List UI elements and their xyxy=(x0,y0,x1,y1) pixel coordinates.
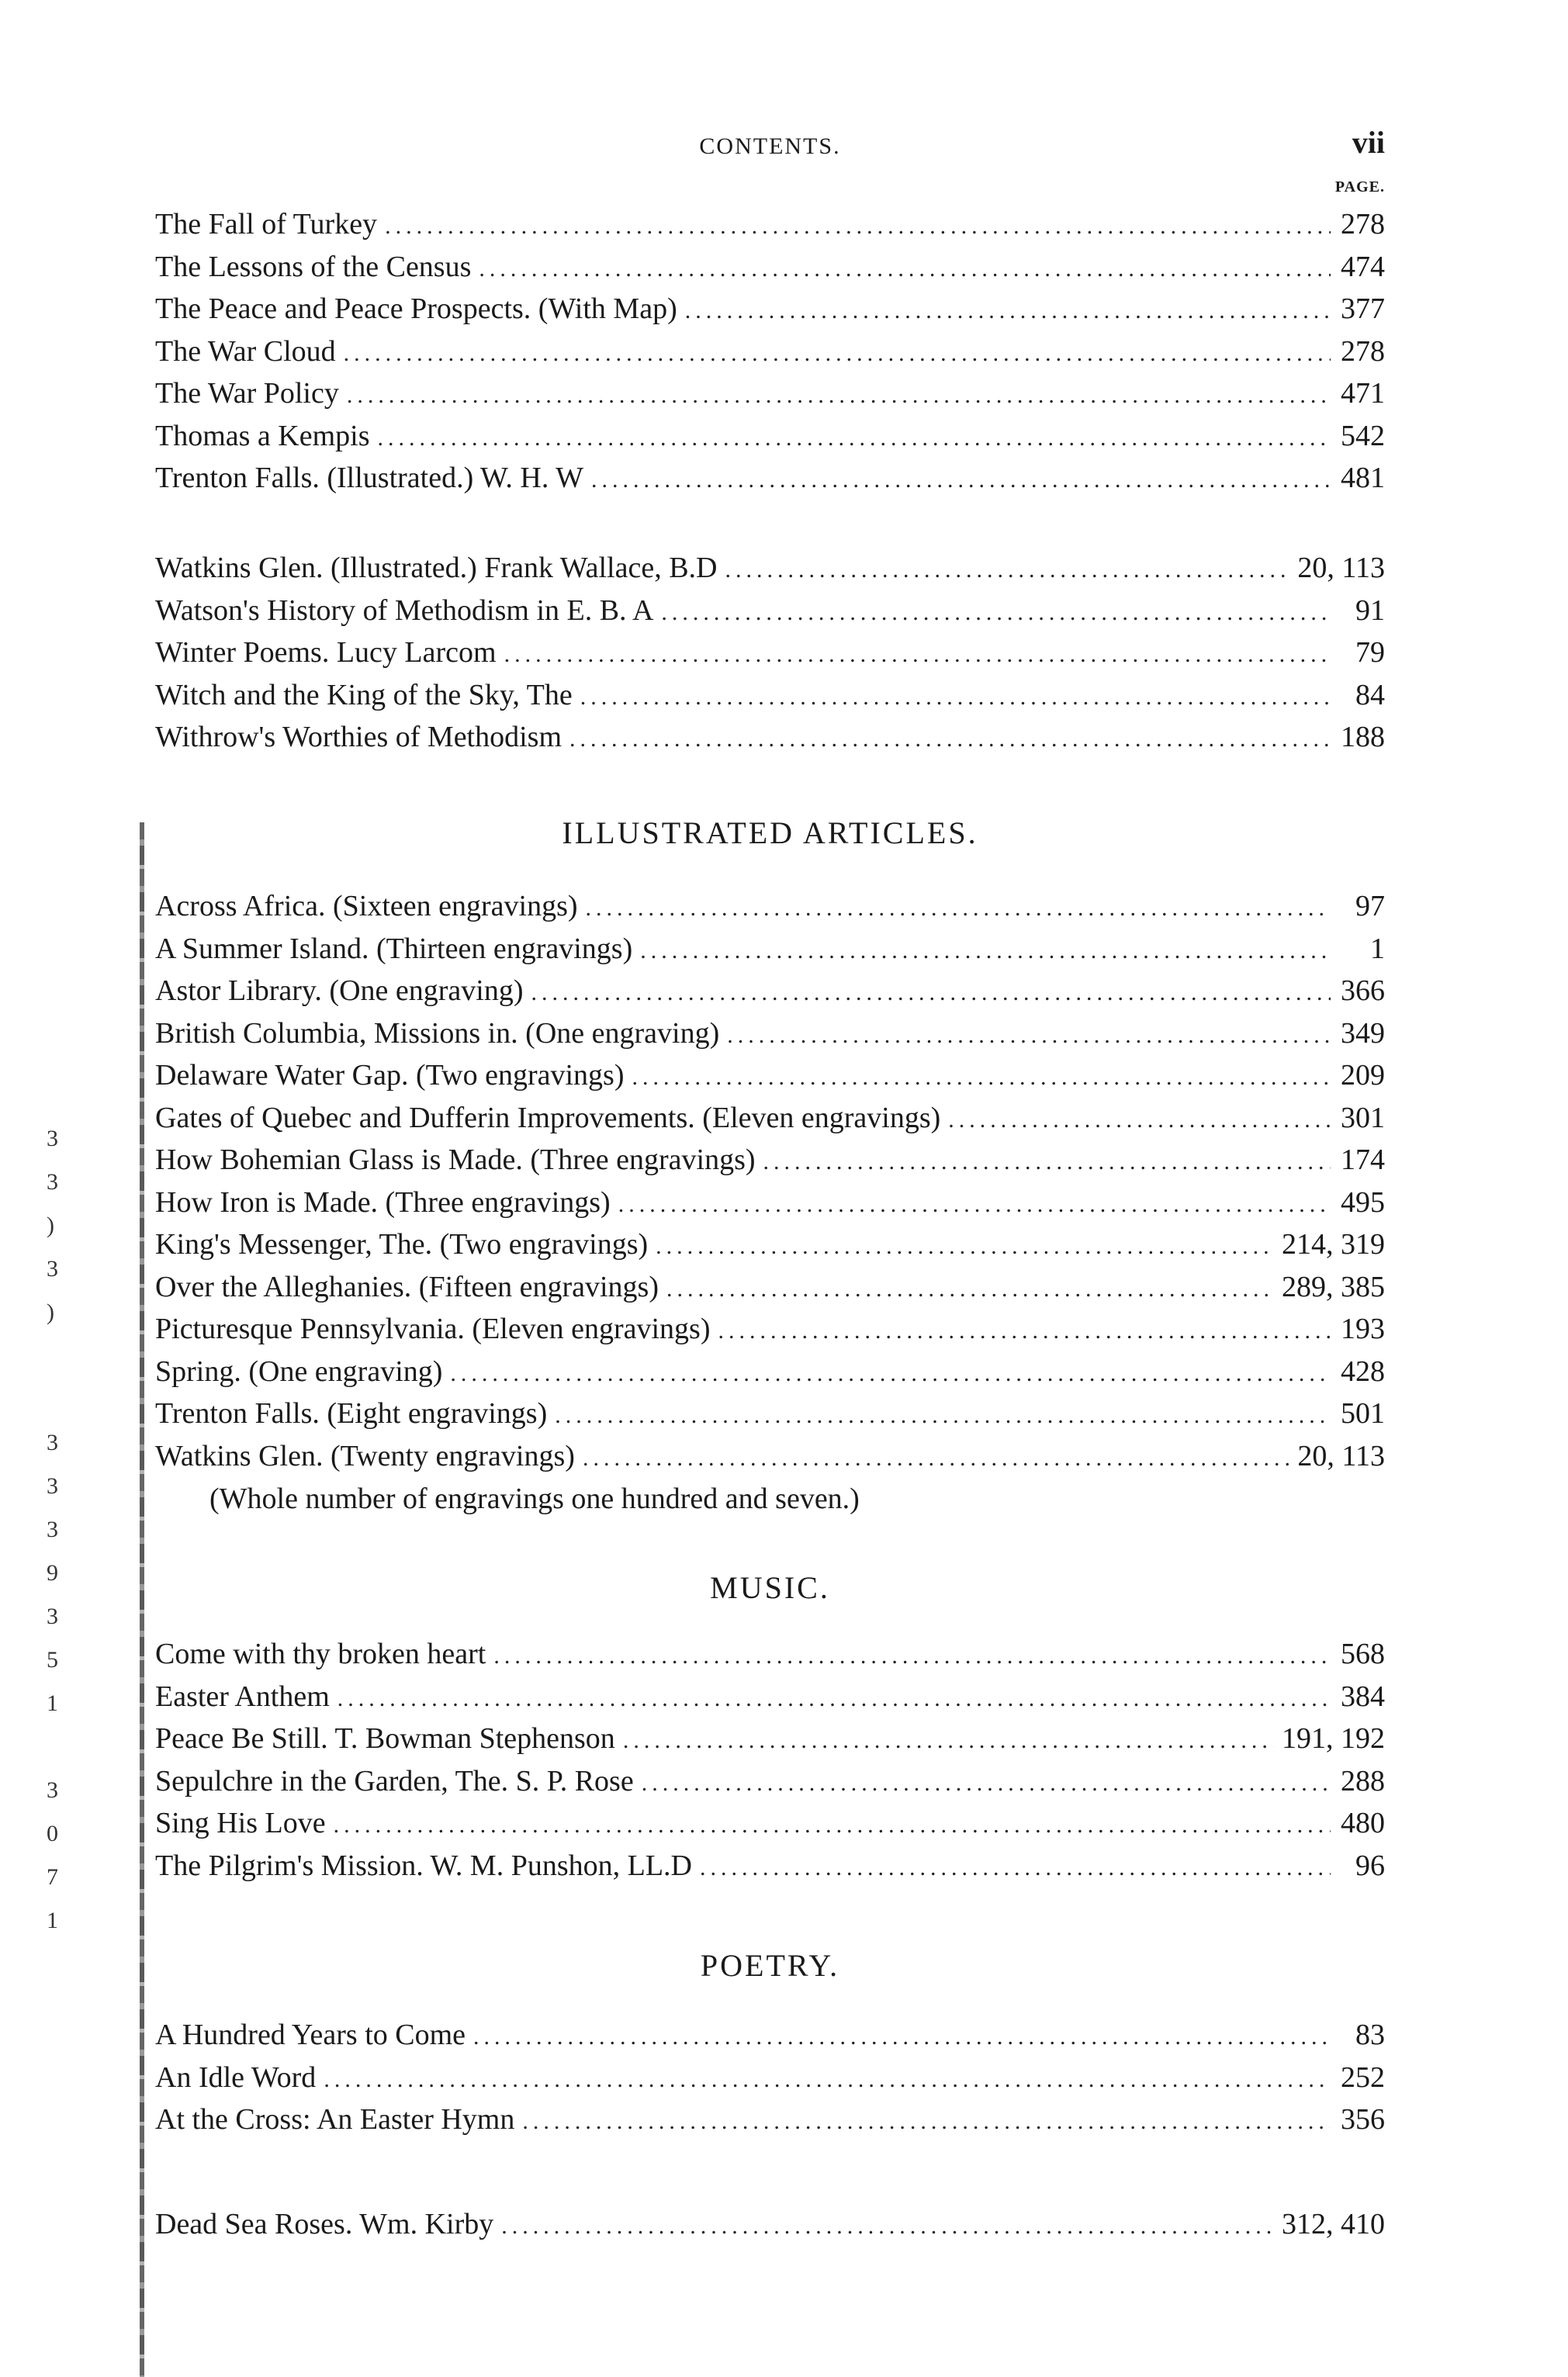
entry-pages: 79 xyxy=(1355,636,1385,669)
entries-poetry xyxy=(155,2014,1385,2141)
entry-title: Withrow's Worthies of Methodism xyxy=(155,721,562,753)
toc-entry[interactable] xyxy=(155,928,1385,971)
entry-pages: 471 xyxy=(1341,377,1385,410)
entry-pages: 568 xyxy=(1341,1638,1385,1670)
toc-entry[interactable] xyxy=(155,1676,1385,1718)
toc-entry[interactable] xyxy=(155,1760,1385,1803)
binding-edge xyxy=(140,822,144,2377)
margin-mark: 3 xyxy=(47,1169,58,1195)
dot-leader xyxy=(591,459,1331,502)
entry-title: Spring. (One engraving) xyxy=(155,1355,443,1388)
toc-entry[interactable] xyxy=(155,1223,1385,1266)
dot-leader xyxy=(555,1395,1331,1438)
margin-mark: 0 xyxy=(47,1821,58,1846)
margin-mark: 3 xyxy=(47,1517,58,1542)
dot-leader xyxy=(666,1268,1274,1311)
entry-title: At the Cross: An Easter Hymn xyxy=(155,2103,515,2136)
toc-entry[interactable] xyxy=(155,590,1385,632)
entry-pages: 312, 410 xyxy=(1282,2208,1385,2240)
entry-title: Gates of Quebec and Dufferin Improvements. (Eleven engravings) xyxy=(155,1101,941,1134)
toc-entry[interactable] xyxy=(155,372,1385,415)
dot-leader xyxy=(531,972,1331,1015)
entries-poetry-d xyxy=(155,2203,1385,2246)
entries-music xyxy=(155,1633,1385,1887)
dot-leader xyxy=(504,634,1331,676)
entry-pages: 542 xyxy=(1341,419,1385,452)
toc-entry[interactable] xyxy=(155,547,1385,590)
margin-mark: 9 xyxy=(47,1560,58,1586)
entry-title: How Iron is Made. (Three engravings) xyxy=(155,1185,611,1219)
toc-entry[interactable] xyxy=(155,330,1385,373)
entry-pages: 20, 113 xyxy=(1297,552,1385,584)
margin-mark: 3 xyxy=(47,1604,58,1629)
dot-leader xyxy=(580,676,1331,719)
margin-mark: 3 xyxy=(47,1256,58,1282)
dot-leader xyxy=(656,1226,1274,1268)
dot-leader xyxy=(685,290,1331,333)
dot-leader xyxy=(347,375,1331,417)
toc-entry[interactable] xyxy=(155,1718,1385,1760)
running-head xyxy=(155,124,1385,171)
dot-leader xyxy=(623,1720,1274,1763)
dot-leader xyxy=(385,206,1331,248)
entry-title: The War Policy xyxy=(155,377,339,410)
entry-title: A Summer Island. (Thirteen engravings) xyxy=(155,932,633,965)
section-heading-illustrated: ILLUSTRATED ARTICLES. xyxy=(562,815,978,850)
dot-leader xyxy=(501,2206,1274,2248)
entry-pages: 349 xyxy=(1341,1016,1385,1050)
entry-pages: 384 xyxy=(1341,1680,1385,1713)
entry-pages: 252 xyxy=(1341,2060,1385,2094)
entry-pages: 191, 192 xyxy=(1282,1722,1385,1755)
dot-leader xyxy=(583,1438,1289,1480)
dot-leader xyxy=(334,1804,1331,1847)
toc-entry[interactable] xyxy=(155,1435,1385,1478)
entry-pages: 356 xyxy=(1341,2103,1385,2136)
margin-mark: 3 xyxy=(47,1473,58,1499)
entry-pages: 481 xyxy=(1341,462,1385,494)
dot-leader xyxy=(479,248,1331,291)
dot-leader xyxy=(586,887,1331,930)
entry-pages: 366 xyxy=(1341,974,1385,1007)
margin-mark: ) xyxy=(47,1213,54,1238)
entry-pages: 278 xyxy=(1341,334,1385,368)
toc-entry[interactable] xyxy=(155,1802,1385,1845)
toc-entry[interactable] xyxy=(155,716,1385,759)
toc-entry[interactable] xyxy=(155,1308,1385,1351)
entry-pages: 209 xyxy=(1341,1059,1385,1092)
toc-entry[interactable] xyxy=(155,1139,1385,1182)
entry-title: Dead Sea Roses. Wm. Kirby xyxy=(155,2208,494,2240)
entry-title: Sing His Love xyxy=(155,1807,326,1839)
entry-title: Witch and the King of the Sky, The xyxy=(155,678,573,711)
toc-entry[interactable] xyxy=(155,1266,1385,1309)
entry-title: British Columbia, Missions in. (One engraving) xyxy=(155,1016,720,1050)
section-heading-music: MUSIC. xyxy=(710,1570,830,1605)
dot-leader xyxy=(324,2059,1331,2102)
toc-entry[interactable] xyxy=(155,885,1385,928)
dot-leader xyxy=(344,333,1331,375)
entry-title: Across Africa. (Sixteen engravings) xyxy=(155,890,578,922)
entries-group-w xyxy=(155,547,1385,759)
entry-pages: 501 xyxy=(1341,1397,1385,1430)
dot-leader xyxy=(378,417,1331,460)
entry-title: Picturesque Pennsylvania. (Eleven engravings) xyxy=(155,1313,711,1345)
dot-leader xyxy=(718,1310,1331,1353)
entries-group-t xyxy=(155,203,1385,500)
toc-entry[interactable] xyxy=(155,2014,1385,2057)
toc-entry[interactable] xyxy=(155,2098,1385,2141)
toc-entry[interactable] xyxy=(155,2057,1385,2099)
margin-mark: 3 xyxy=(47,1430,58,1455)
entry-pages: 84 xyxy=(1355,678,1385,711)
toc-entry[interactable] xyxy=(155,1351,1385,1393)
entry-title: Trenton Falls. (Illustrated.) W. H. W xyxy=(155,462,584,494)
dot-leader xyxy=(725,549,1290,592)
entry-title: Winter Poems. Lucy Larcom xyxy=(155,636,497,669)
margin-mark: 3 xyxy=(47,1777,58,1803)
entry-title: The Pilgrim's Mission. W. M. Punshon, LL.D xyxy=(155,1849,692,1882)
dot-leader xyxy=(661,592,1331,635)
dot-leader xyxy=(642,1763,1331,1805)
margin-mark: 3 xyxy=(47,1126,58,1151)
entry-title: Sepulchre in the Garden, The. S. P. Rose xyxy=(155,1764,634,1797)
margin-mark: 7 xyxy=(47,1864,58,1890)
entry-pages: 20, 113 xyxy=(1297,1439,1385,1472)
entry-title: King's Messenger, The. (Two engravings) xyxy=(155,1228,649,1261)
toc-entry[interactable] xyxy=(155,203,1385,246)
margin-mark: 5 xyxy=(47,1647,58,1673)
entry-pages: 193 xyxy=(1341,1313,1385,1345)
dot-leader xyxy=(700,1847,1331,1890)
entry-title: Trenton Falls. (Eight engravings) xyxy=(155,1397,548,1430)
toc-entry[interactable] xyxy=(155,674,1385,717)
margin-mark: 1 xyxy=(47,1908,58,1933)
toc-entry[interactable] xyxy=(155,288,1385,330)
entry-title: Watson's History of Methodism in E. B. A xyxy=(155,593,654,627)
entry-title: An Idle Word xyxy=(155,2060,317,2094)
entry-pages: 1 xyxy=(1370,932,1385,965)
entry-pages: 428 xyxy=(1341,1355,1385,1388)
entry-pages: 474 xyxy=(1341,250,1385,283)
toc-entry[interactable] xyxy=(155,457,1385,500)
entry-pages: 214, 319 xyxy=(1282,1228,1385,1261)
toc-entry[interactable] xyxy=(155,970,1385,1012)
entries-illustrated xyxy=(155,885,1385,1477)
margin-mark xyxy=(47,1378,116,1421)
toc-entry[interactable] xyxy=(155,1182,1385,1224)
entry-pages: 377 xyxy=(1341,292,1385,325)
entry-title: The Peace and Peace Prospects. (With Map) xyxy=(155,292,677,325)
engravings-note: (Whole number of engravings one hundred and seven.) xyxy=(209,1483,860,1515)
entry-title: The Lessons of the Census xyxy=(155,250,472,283)
dot-leader xyxy=(632,1057,1331,1099)
entry-title: Over the Alleghanies. (Fifteen engravings) xyxy=(155,1270,659,1303)
dot-leader xyxy=(948,1099,1331,1142)
entry-title: A Hundred Years to Come xyxy=(155,2019,466,2051)
dot-leader xyxy=(337,1678,1331,1721)
entry-title: Come with thy broken heart xyxy=(155,1638,486,1670)
entry-pages: 301 xyxy=(1341,1101,1385,1134)
toc-entry[interactable] xyxy=(155,415,1385,458)
entry-pages: 188 xyxy=(1341,721,1385,753)
entry-pages: 289, 385 xyxy=(1282,1270,1385,1303)
entry-pages: 495 xyxy=(1341,1185,1385,1219)
margin-mark: ) xyxy=(47,1299,54,1325)
entry-pages: 97 xyxy=(1355,890,1385,922)
page-column-label: PAGE. xyxy=(1334,178,1385,195)
dot-leader xyxy=(522,2101,1331,2143)
dot-leader xyxy=(640,930,1331,973)
entry-pages: 174 xyxy=(1341,1144,1385,1176)
entry-title: Watkins Glen. (Illustrated.) Frank Wallace, B.D xyxy=(155,552,718,584)
margin-marks xyxy=(47,1117,116,1943)
dot-leader xyxy=(473,2016,1331,2059)
dot-leader xyxy=(569,718,1331,761)
entry-title: How Bohemian Glass is Made. (Three engravings) xyxy=(155,1144,756,1176)
page-title: CONTENTS. xyxy=(699,133,841,159)
toc-entry[interactable] xyxy=(155,246,1385,289)
margin-mark xyxy=(47,1725,116,1769)
toc-entry[interactable] xyxy=(155,631,1385,674)
entry-title: Easter Anthem xyxy=(155,1680,330,1713)
toc-entry[interactable] xyxy=(155,1393,1385,1435)
dot-leader xyxy=(727,1015,1331,1057)
toc-entry[interactable] xyxy=(155,2203,1385,2246)
entry-title: Watkins Glen. (Twenty engravings) xyxy=(155,1439,575,1472)
toc-entry[interactable] xyxy=(155,1845,1385,1887)
toc-entry[interactable] xyxy=(155,1012,1385,1055)
toc-entry[interactable] xyxy=(155,1097,1385,1140)
entry-title: Astor Library. (One engraving) xyxy=(155,974,524,1007)
entry-title: The Fall of Turkey xyxy=(155,208,378,240)
toc-entry[interactable] xyxy=(155,1054,1385,1097)
section-heading-poetry: POETRY. xyxy=(700,1948,840,1983)
page-number: vii xyxy=(1352,125,1385,160)
toc-entry[interactable] xyxy=(155,1633,1385,1676)
entry-title: The War Cloud xyxy=(155,334,336,368)
dot-leader xyxy=(493,1635,1331,1678)
entry-pages: 83 xyxy=(1355,2019,1385,2051)
entry-title: Delaware Water Gap. (Two engravings) xyxy=(155,1059,625,1092)
entry-pages: 96 xyxy=(1355,1849,1385,1882)
entry-pages: 288 xyxy=(1341,1764,1385,1797)
margin-mark xyxy=(47,1334,116,1378)
entry-title: Thomas a Kempis xyxy=(155,419,370,452)
entry-title: Peace Be Still. T. Bowman Stephenson xyxy=(155,1722,615,1755)
entry-pages: 91 xyxy=(1355,593,1385,627)
dot-leader xyxy=(450,1353,1331,1396)
margin-mark: 1 xyxy=(47,1690,58,1716)
entry-pages: 278 xyxy=(1341,208,1385,240)
dot-leader xyxy=(618,1184,1331,1227)
dot-leader xyxy=(763,1141,1331,1184)
entry-pages: 480 xyxy=(1341,1807,1385,1839)
